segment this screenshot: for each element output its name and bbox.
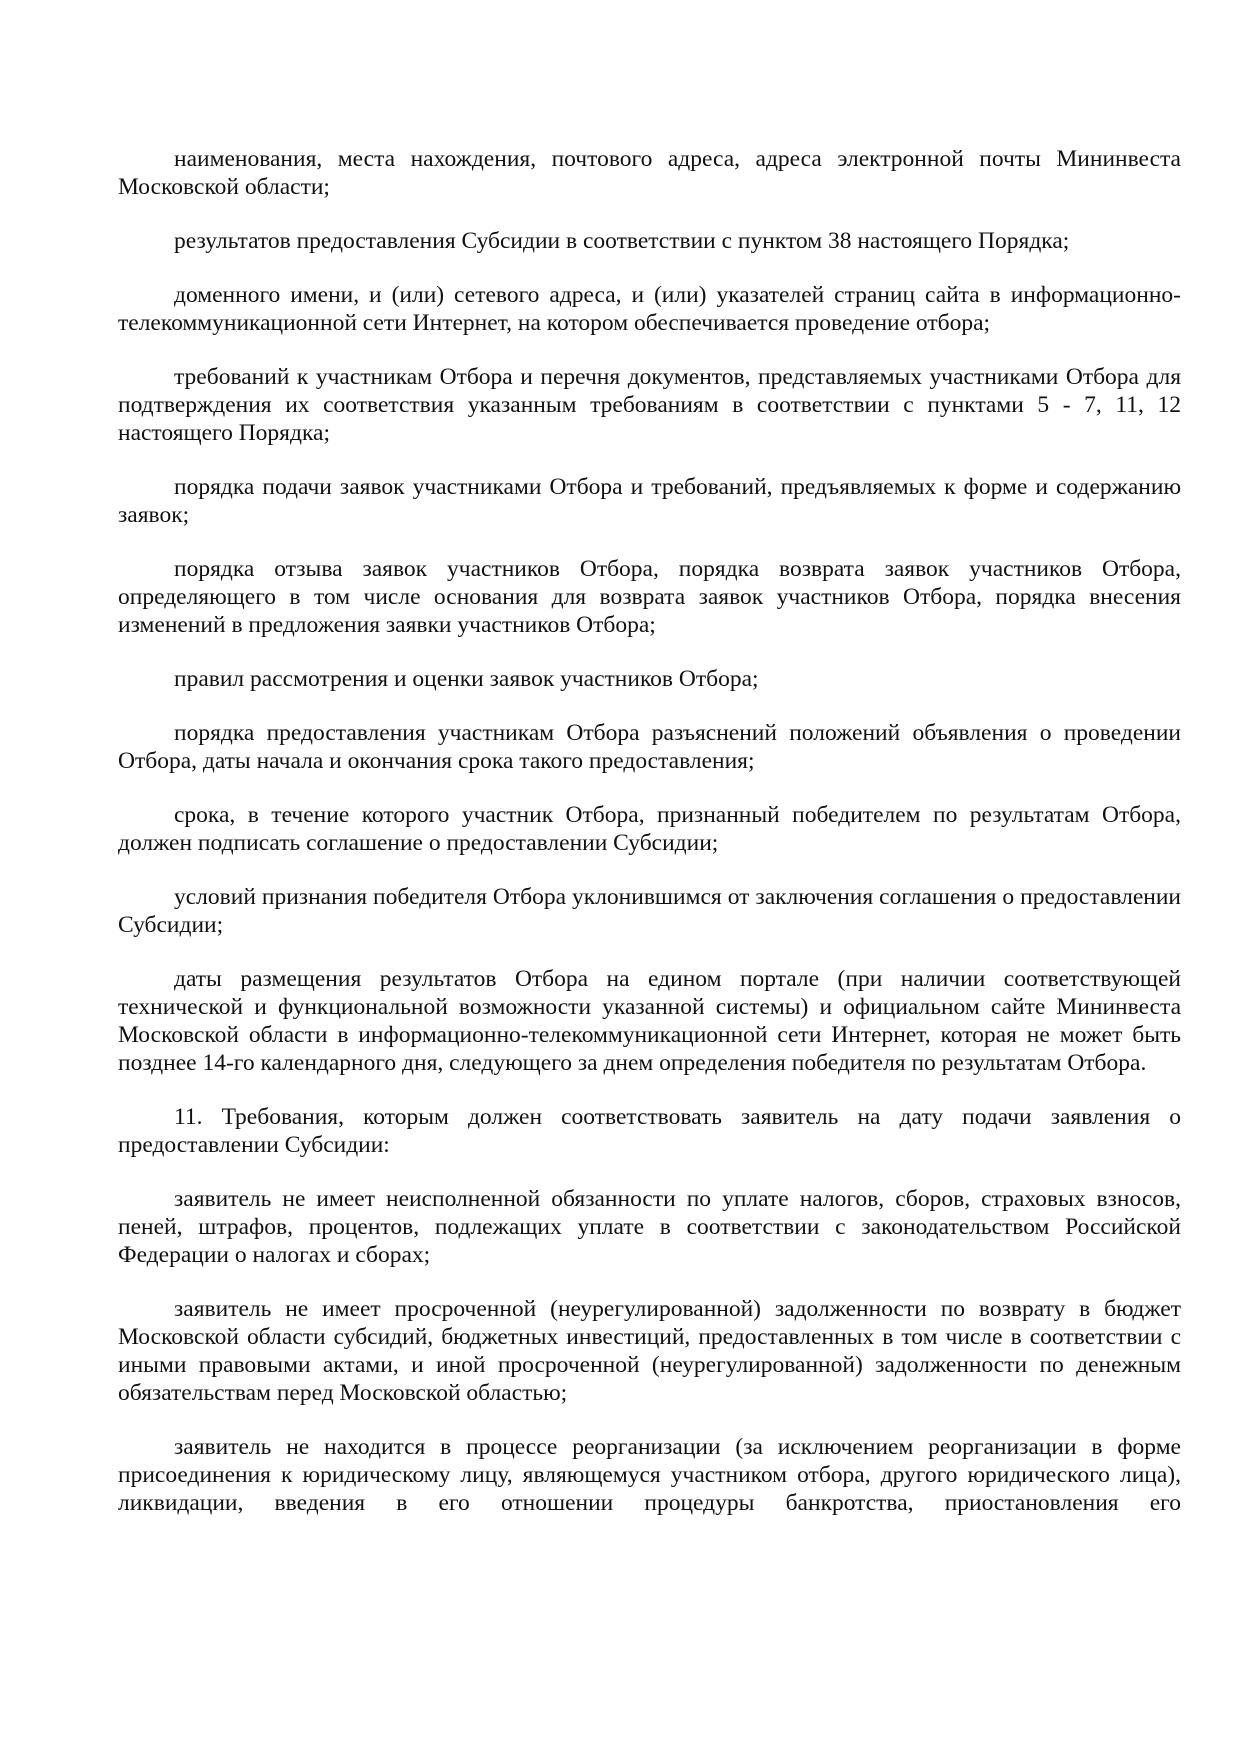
paragraph-application-procedure: порядка подачи заявок участниками Отбора и требований, предъявляемых к форме и содержанию заявок; bbox=[118, 474, 1181, 528]
paragraph-no-reorganization: заявитель не находится в процессе реорганизации (за исключением реорганизации в форме присоединения к юридическому лицу, являющемуся участником отбора, другого юридического лица), ликвидации, введения в его отношении процедуры банкротства, приостановления его bbox=[118, 1434, 1181, 1516]
paragraph-domain-name: доменного имени, и (или) сетевого адреса, и (или) указателей страниц сайта в информационно-телекоммуникационной сети Интернет, на котором обеспечивается проведение отбора; bbox=[118, 282, 1181, 336]
paragraph-review-rules: правил рассмотрения и оценки заявок участников Отбора; bbox=[174, 666, 759, 692]
paragraph-evasion-conditions: условий признания победителя Отбора уклонившимся от заключения соглашения о предоставлении Субсидии; bbox=[118, 884, 1181, 938]
paragraph-withdrawal-procedure: порядка отзыва заявок участников Отбора, порядка возврата заявок участников Отбора, определяющего в том числе основания для возврата заявок участников Отбора, порядка внесения изменений в предложения заявки участников Отбора; bbox=[118, 556, 1181, 638]
paragraph-signing-deadline: срока, в течение которого участник Отбора, признанный победителем по результатам Отбора, должен подписать соглашение о предоставлении Субсидии; bbox=[118, 802, 1181, 856]
paragraph-no-budget-debt: заявитель не имеет просроченной (неурегулированной) задолженности по возврату в бюджет Московской области субсидий, бюджетных инвестиций, предоставленных в том числе в соответствии с иными правовыми актами, и иной просроченной (неурегулированной) задолженности по денежным обязательствам перед Московской областью; bbox=[118, 1296, 1181, 1406]
paragraph-subsidy-results: результатов предоставления Субсидии в соответствии с пунктом 38 настоящего Порядка; bbox=[174, 228, 1070, 254]
paragraph-clause-11: 11. Требования, которым должен соответствовать заявитель на дату подачи заявления о предоставлении Субсидии: bbox=[118, 1104, 1181, 1158]
paragraph-participant-requirements: требований к участникам Отбора и перечня документов, представляемых участниками Отбора для подтверждения их соответствия указанным требованиям в соответствии с пунктами 5 - 7, 11, 12 настоящего Порядка; bbox=[118, 364, 1181, 446]
paragraph-results-publication: даты размещения результатов Отбора на едином портале (при наличии соответствующей технической и функциональной возможности указанной системы) и официальном сайте Мининвеста Московской области в информационно-телекоммуникационной сети Интернет, которая не может быть позднее 14-го календарного дня, следующего за днем определения победителя по результатам Отбора. bbox=[118, 966, 1181, 1076]
document-body bbox=[118, 145, 1181, 1517]
paragraph-organizer-details: наименования, места нахождения, почтового адреса, адреса электронной почты Мининвеста Московской области; bbox=[118, 146, 1181, 200]
paragraph-clarifications: порядка предоставления участникам Отбора разъяснений положений объявления о проведении Отбора, даты начала и окончания срока такого предоставления; bbox=[118, 720, 1181, 774]
paragraph-no-tax-arrears: заявитель не имеет неисполненной обязанности по уплате налогов, сборов, страховых взносов, пеней, штрафов, процентов, подлежащих уплате в соответствии с законодательством Российской Федерации о налогах и сборах; bbox=[118, 1186, 1181, 1268]
